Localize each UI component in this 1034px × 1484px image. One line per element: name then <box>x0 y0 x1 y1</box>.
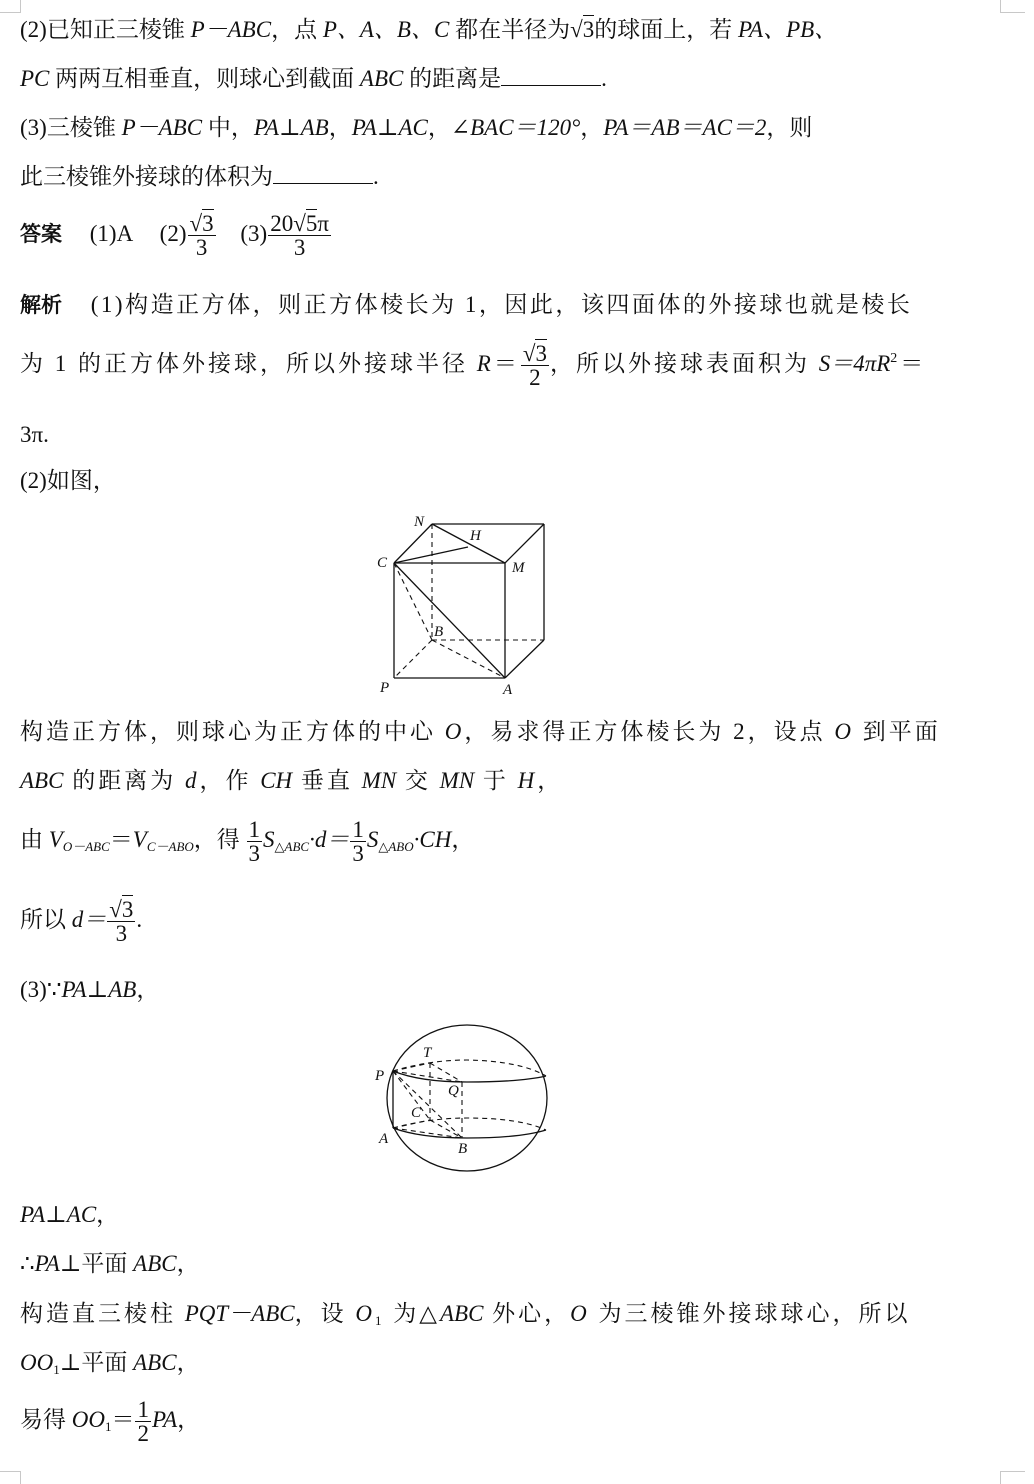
text: 于 <box>474 768 518 793</box>
text: 两两互相垂直，则球心到截面 <box>49 66 360 91</box>
text: 构造正方体，则球心为正方体的中心 <box>20 719 445 744</box>
answer-blank <box>273 165 373 184</box>
text: ，点 <box>271 17 323 42</box>
math: ∠BAC＝120° <box>450 115 581 140</box>
numerator: 1 <box>248 817 261 842</box>
answer-3-fraction: $\frac{20√5\pi}{3}$ <box>270 211 329 260</box>
fraction: $\frac{√3}{3}$ <box>109 897 134 946</box>
math: S <box>366 826 379 852</box>
math: O <box>444 719 465 744</box>
fraction <box>247 818 263 865</box>
label-P: P <box>380 680 390 696</box>
page-corner-mark <box>0 1471 21 1484</box>
text: 3π. <box>20 422 49 447</box>
subscript: 1 <box>104 1418 112 1434</box>
math: ·d＝ <box>309 826 350 852</box>
text: . <box>373 164 379 189</box>
text: 易得 <box>20 1406 72 1432</box>
math: d＝ <box>71 906 107 932</box>
analysis-3-line-1 <box>20 978 159 1001</box>
math: MN <box>439 768 475 793</box>
label-B: B <box>458 1141 468 1157</box>
text: ， <box>328 115 352 140</box>
label-A: A <box>503 682 513 698</box>
answer-line <box>20 212 332 259</box>
math: ABC <box>359 66 404 91</box>
answer-2-fraction: $\frac{√3}{3}$ <box>189 211 214 260</box>
text: ＝ <box>900 350 927 376</box>
math: PC <box>20 66 50 91</box>
subscript: O－ABC <box>62 838 110 854</box>
math: O <box>355 1301 376 1326</box>
math: P、A、B、C <box>322 17 450 42</box>
text: 为 1 的正方体外接球，所以外接球半径 <box>20 350 477 376</box>
page-corner-mark <box>1000 1471 1025 1484</box>
sphere-figure <box>370 1020 560 1180</box>
text: (2)已知正三棱锥 <box>20 17 191 42</box>
analysis-3-line-5 <box>20 1351 200 1376</box>
math: H <box>517 768 538 793</box>
text: ＝ <box>493 350 520 376</box>
text: ＝ <box>109 826 133 852</box>
analysis-1-line-2 <box>20 342 926 389</box>
text: 为△ <box>384 1301 440 1326</box>
text: 到平面 <box>854 719 941 744</box>
analysis-2-line-2 <box>20 769 563 792</box>
math: V <box>48 826 63 852</box>
text: 此三棱锥外接球的体积为 <box>20 164 273 189</box>
text: ，作 <box>199 768 261 793</box>
math: ABC <box>20 768 64 793</box>
text: ， <box>177 1406 201 1432</box>
text: ，则 <box>766 115 813 140</box>
analysis-2-line-1 <box>20 720 941 743</box>
radicand: 5 <box>305 211 318 236</box>
math: OO <box>20 1350 54 1375</box>
math: PA <box>34 1251 60 1276</box>
text: ∴ <box>20 1251 35 1276</box>
analysis-3-line-4 <box>20 1302 911 1327</box>
pi: π <box>317 211 329 236</box>
text: ， <box>580 115 604 140</box>
text: ， <box>96 1202 120 1227</box>
text: 都在半径为 <box>449 17 571 42</box>
cube-figure <box>370 510 560 700</box>
denominator: 3 <box>352 841 364 866</box>
analysis-2-line-3 <box>20 818 474 865</box>
label-H: H <box>470 528 481 544</box>
radicand: 3 <box>582 17 595 42</box>
answer-3-prefix: (3) <box>240 220 268 246</box>
analysis-2-intro <box>20 469 116 492</box>
numerator: 1 <box>137 1397 149 1422</box>
problem-2-line-1 <box>20 18 837 41</box>
label-A: A <box>379 1131 389 1147</box>
denominator: 2 <box>137 1421 149 1446</box>
denominator: 2 <box>529 365 541 390</box>
fraction <box>350 818 366 865</box>
coefficient: 20 <box>270 211 294 236</box>
text: ⊥平面 <box>59 1251 134 1276</box>
subscript: C－ABO <box>146 838 194 854</box>
text: 的距离为 <box>63 768 185 793</box>
text: 的距离是 <box>403 66 502 91</box>
math: S＝4πR <box>818 350 891 376</box>
math: V <box>132 826 147 852</box>
page-corner-mark <box>0 0 21 13</box>
text: (3)∵ <box>20 977 62 1002</box>
answer-2-prefix: (2) <box>159 220 187 246</box>
math: R <box>476 350 494 376</box>
analysis-label: 解析 <box>20 293 62 317</box>
math: PA⊥AC <box>20 1202 97 1227</box>
text: (1)构造正方体，则正方体棱长为 1，因此，该四面体的外接球也就是棱长 <box>90 292 913 317</box>
math: MN <box>361 768 397 793</box>
fraction <box>135 1398 151 1445</box>
analysis-1-line-1 <box>20 293 912 316</box>
text: ⊥平面 <box>59 1350 134 1375</box>
problem-3-line-1 <box>20 116 812 139</box>
text: ＝ <box>111 1406 135 1432</box>
denominator: 3 <box>248 841 261 866</box>
denominator: 3 <box>293 235 306 260</box>
superscript: 2 <box>890 351 901 367</box>
text: . <box>601 66 607 91</box>
label-Q: Q <box>448 1083 459 1099</box>
text: 为三棱锥外接球球心，所以 <box>589 1301 911 1326</box>
numerator: 1 <box>352 817 364 842</box>
text: 垂直 <box>292 768 362 793</box>
math: P－ABC <box>190 17 272 42</box>
math: CH <box>260 768 293 793</box>
text: ， <box>427 115 451 140</box>
text: (3)三棱锥 <box>20 115 122 140</box>
label-M: M <box>512 560 525 576</box>
math: PQT－ABC <box>184 1301 295 1326</box>
radius-fraction: $\frac{√3}{2}$ <box>522 341 547 390</box>
subscript: △ABO <box>378 838 414 854</box>
text: ，易求得正方体棱长为 2，设点 <box>464 719 835 744</box>
math: ABC <box>439 1301 484 1326</box>
subscript: 1 <box>375 1313 385 1328</box>
math: d <box>184 768 200 793</box>
math: PA <box>151 1406 178 1432</box>
text: 外心， <box>483 1301 571 1326</box>
text: 由 <box>20 826 49 852</box>
label-C: C <box>377 555 388 571</box>
label-P: P <box>375 1068 385 1084</box>
text: 所以 <box>20 906 72 932</box>
denominator: 3 <box>195 235 208 260</box>
math: P－ABC <box>121 115 203 140</box>
radicand: 3 <box>202 211 214 236</box>
math: S <box>263 826 275 852</box>
math: O <box>570 1301 590 1326</box>
math: PA⊥AC <box>351 115 428 140</box>
label-B: B <box>434 624 444 640</box>
text: ， <box>451 826 475 852</box>
label-C: C <box>411 1105 422 1121</box>
analysis-3-line-2 <box>20 1203 119 1226</box>
answer-1: (1)A <box>89 220 132 246</box>
analysis-2-line-4 <box>20 898 142 945</box>
radicand: 3 <box>121 897 134 922</box>
math: ·CH <box>413 826 452 852</box>
text: (2)如图， <box>20 468 116 493</box>
analysis-1-line-3 <box>20 423 49 446</box>
math: OO <box>71 1406 105 1432</box>
text: ，得 <box>193 826 246 852</box>
text: . <box>136 906 143 932</box>
denominator: 3 <box>115 921 128 946</box>
text: 的球面上，若 <box>594 17 738 42</box>
analysis-3-line-3 <box>20 1252 200 1275</box>
text: 构造直三棱柱 <box>20 1301 185 1326</box>
problem-2-line-2 <box>20 67 607 90</box>
math: ABC <box>133 1251 177 1276</box>
math: PA＝AB＝AC＝2 <box>603 115 767 140</box>
analysis-3-line-6 <box>20 1398 200 1445</box>
subscript: △ABC <box>274 838 310 854</box>
answer-label: 答案 <box>20 221 62 246</box>
subscript: 1 <box>53 1362 60 1377</box>
problem-3-line-2 <box>20 165 379 188</box>
radicand: 3 <box>535 341 547 366</box>
label-T: T <box>423 1045 432 1061</box>
text: 交 <box>396 768 440 793</box>
text: 中， <box>202 115 254 140</box>
label-N: N <box>414 514 425 530</box>
text: ， <box>537 768 564 793</box>
math: PA⊥AB <box>253 115 329 140</box>
answer-blank <box>501 67 601 86</box>
text: ， <box>136 977 160 1002</box>
math: ABC <box>133 1350 177 1375</box>
text: ，设 <box>294 1301 356 1326</box>
math: PA⊥AB <box>61 977 137 1002</box>
sqrt-expression: √3 <box>570 17 595 42</box>
math: O <box>834 719 854 744</box>
math: PA、PB、 <box>737 17 838 42</box>
page-corner-mark <box>1000 0 1025 13</box>
text: ， <box>176 1251 200 1276</box>
text: ，所以外接球表面积为 <box>549 350 819 376</box>
text: ， <box>176 1350 200 1375</box>
